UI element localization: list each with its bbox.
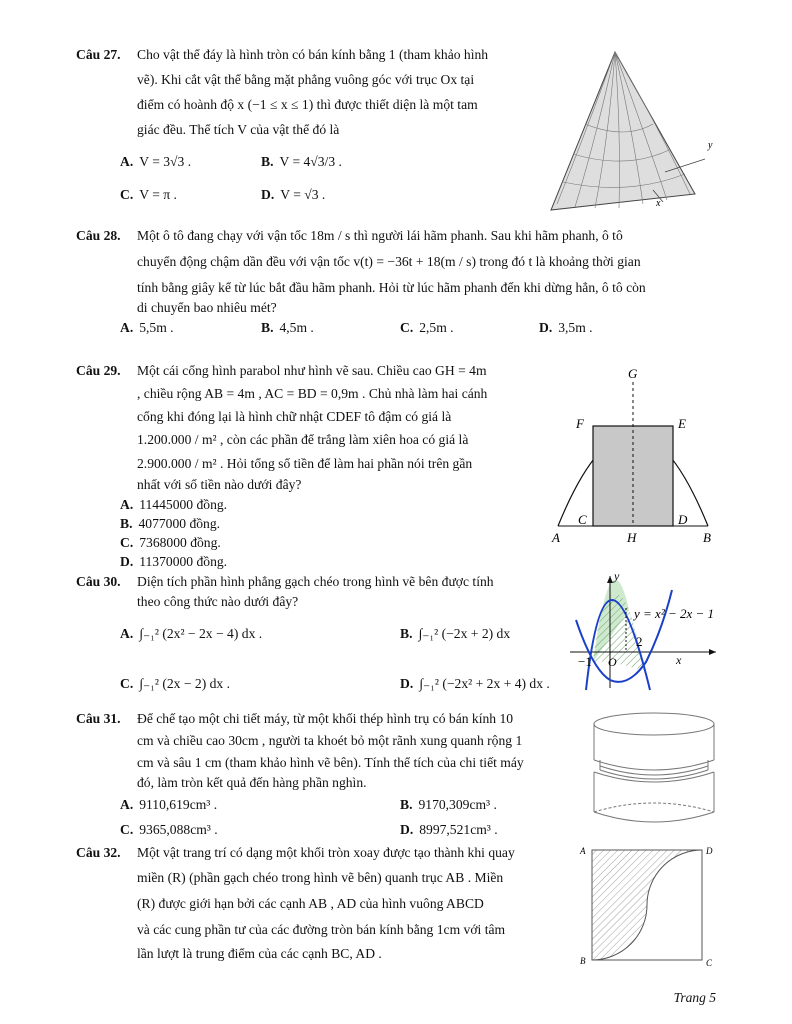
q28-number: Câu 28. (76, 228, 121, 243)
q30-line: Diện tích phần hình phẳng gạch chéo trong hình vẽ bên được tính (137, 574, 494, 589)
q27-line: điểm có hoành độ x (−1 ≤ x ≤ 1) thì được thiết diện là một tam (137, 97, 478, 112)
q29-label-g: G (628, 366, 638, 381)
q28-option-a[interactable]: A. 5,5m . (120, 320, 174, 335)
q32-label-d: D (706, 846, 713, 856)
q31-option-c[interactable]: C. 9365,088cm³ . (120, 822, 218, 837)
q32-line: miền (R) (phần gạch chéo trong hình vẽ bên) quanh trục AB . Miền (137, 870, 504, 885)
q30-option-d[interactable]: D. ∫₋₁² (−2x² + 2x + 4) dx . (400, 676, 550, 691)
q30-option-b[interactable]: B. ∫₋₁² (−2x + 2) dx (400, 626, 511, 641)
q27-axis-y-label: y (708, 140, 713, 151)
q29-line: Một cái cổng hình parabol như hình vẽ sau. Chiều cao GH = 4m (137, 363, 487, 378)
q32-line: Một vật trang trí có dạng một khối tròn xoay được tạo thành khi quay (137, 845, 515, 860)
q32-line: lần lượt là trung điểm của các cạnh BC, AD . (137, 946, 382, 961)
q29-gate-figure (548, 362, 720, 546)
q28-line: Một ô tô đang chạy với vận tốc 18m / s thì người lái hãm phanh. Sau khi hãm phanh, ô tô (137, 228, 623, 243)
q28-line: chuyển động chậm dần đều với vận tốc v(t) = −36t + 18(m / s) trong đó t là khoảng thời gian (137, 254, 641, 269)
q29-line: cổng khi đóng lại là hình chữ nhật CDEF tô đậm có giá là (137, 409, 452, 424)
q31-option-b[interactable]: B. 9170,309cm³ . (400, 797, 497, 812)
q29-label-e: E (678, 416, 686, 431)
q32-label-a: A (580, 846, 586, 856)
q31-number: Câu 31. (76, 711, 121, 726)
q30-number: Câu 30. (76, 574, 121, 589)
q31-line: cm và chiều cao 30cm , người ta khoét bỏ một rãnh xung quanh rộng 1 (137, 733, 523, 748)
q29-line: , chiều rộng AB = 4m , AC = BD = 0,9m . Chủ nhà làm hai cánh (137, 386, 488, 401)
q31-cylinder-figure (588, 708, 720, 832)
q27-line: vẽ). Khi cắt vật thể bằng mặt phẳng vuông góc với trục Ox tại (137, 72, 475, 87)
q27-option-a[interactable]: A. V = 3√3 . (120, 154, 192, 169)
q27-option-b[interactable]: B. V = 4√3/3 . (261, 154, 342, 169)
q29-line: nhất với số tiền nào dưới đây? (137, 477, 302, 492)
q27-option-d[interactable]: D. V = √3 . (261, 187, 326, 202)
q27-line: Cho vật thể đáy là hình tròn có bán kính bằng 1 (tham khảo hình (137, 47, 489, 62)
page-number: Trang 5 (673, 990, 716, 1005)
q29-label-d: D (678, 512, 688, 527)
q29-label-h: H (627, 530, 637, 545)
q32-square-figure (578, 840, 716, 970)
q32-line: và các cung phần tư của các đường tròn bán kính bằng 1cm với tâm (137, 922, 506, 937)
q29-label-f: F (576, 416, 584, 431)
q31-line: Để chế tạo một chi tiết máy, từ một khối thép hình trụ có bán kính 10 (137, 711, 514, 726)
q29-label-b: B (703, 530, 711, 545)
q31-option-d[interactable]: D. 8997,521cm³ . (400, 822, 498, 837)
q32-label-b: B (580, 956, 586, 966)
q30-axis-y-label: y (614, 570, 620, 583)
q31-line: đó, làm tròn kết quả đến hàng phần nghìn. (137, 775, 367, 790)
q29-line: 1.200.000 / m² , còn các phần để trắng làm xiên hoa có giá là (137, 432, 469, 447)
q30-curve-label: y = x² − 2x − 1 (634, 606, 715, 621)
q30-line: theo công thức nào dưới đây? (137, 594, 299, 609)
q28-line: tính bằng giây kể từ lúc bắt đầu hãm phanh. Hỏi từ lúc hãm phanh đến khi dừng hẳn, ô tô còn (137, 280, 646, 295)
q28-option-b[interactable]: B. 4,5m . (261, 320, 314, 335)
q27-axis-x-label: x (656, 198, 661, 209)
q28-option-d[interactable]: D. 3,5m . (539, 320, 593, 335)
q30-axis-x-label: x (676, 653, 682, 667)
q27-number: Câu 27. (76, 47, 121, 62)
q29-option-b[interactable]: B. 4077000 đồng. (120, 516, 221, 531)
q32-number: Câu 32. (76, 845, 121, 860)
q30-tick-minus1: −1 (578, 654, 592, 669)
q31-line: cm và sâu 1 cm (tham khảo hình vẽ bên). Tính thể tích của chi tiết máy (137, 755, 524, 770)
q28-line: di chuyển bao nhiêu mét? (137, 300, 277, 315)
q31-option-a[interactable]: A. 9110,619cm³ . (120, 797, 218, 812)
q29-label-c: C (578, 512, 587, 527)
q28-option-c[interactable]: C. 2,5m . (400, 320, 454, 335)
q27-option-c[interactable]: C. V = π . (120, 187, 177, 202)
q29-option-a[interactable]: A. 11445000 đồng. (120, 497, 228, 512)
q32-line: (R) được giới hạn bởi các cạnh AB , AD của hình vuông ABCD (137, 896, 484, 911)
q27-cone-figure (545, 44, 725, 214)
q29-number: Câu 29. (76, 363, 121, 378)
q30-tick-2: 2 (636, 634, 643, 649)
q29-option-d[interactable]: D. 11370000 đồng. (120, 554, 228, 569)
q29-line: 2.900.000 / m² . Hỏi tổng số tiền để làm hai phần nói trên gần (137, 456, 473, 471)
q27-line: giác đều. Thể tích V của vật thể đó là (137, 122, 340, 137)
q29-option-c[interactable]: C. 7368000 đồng. (120, 535, 221, 550)
q30-graph-figure (566, 570, 742, 695)
q32-label-c: C (706, 958, 713, 968)
q30-origin-label: O (608, 655, 617, 669)
q29-label-a: A (552, 530, 560, 545)
q30-option-c[interactable]: C. ∫₋₁² (2x − 2) dx . (120, 676, 231, 691)
q30-option-a[interactable]: A. ∫₋₁² (2x² − 2x − 4) dx . (120, 626, 263, 641)
